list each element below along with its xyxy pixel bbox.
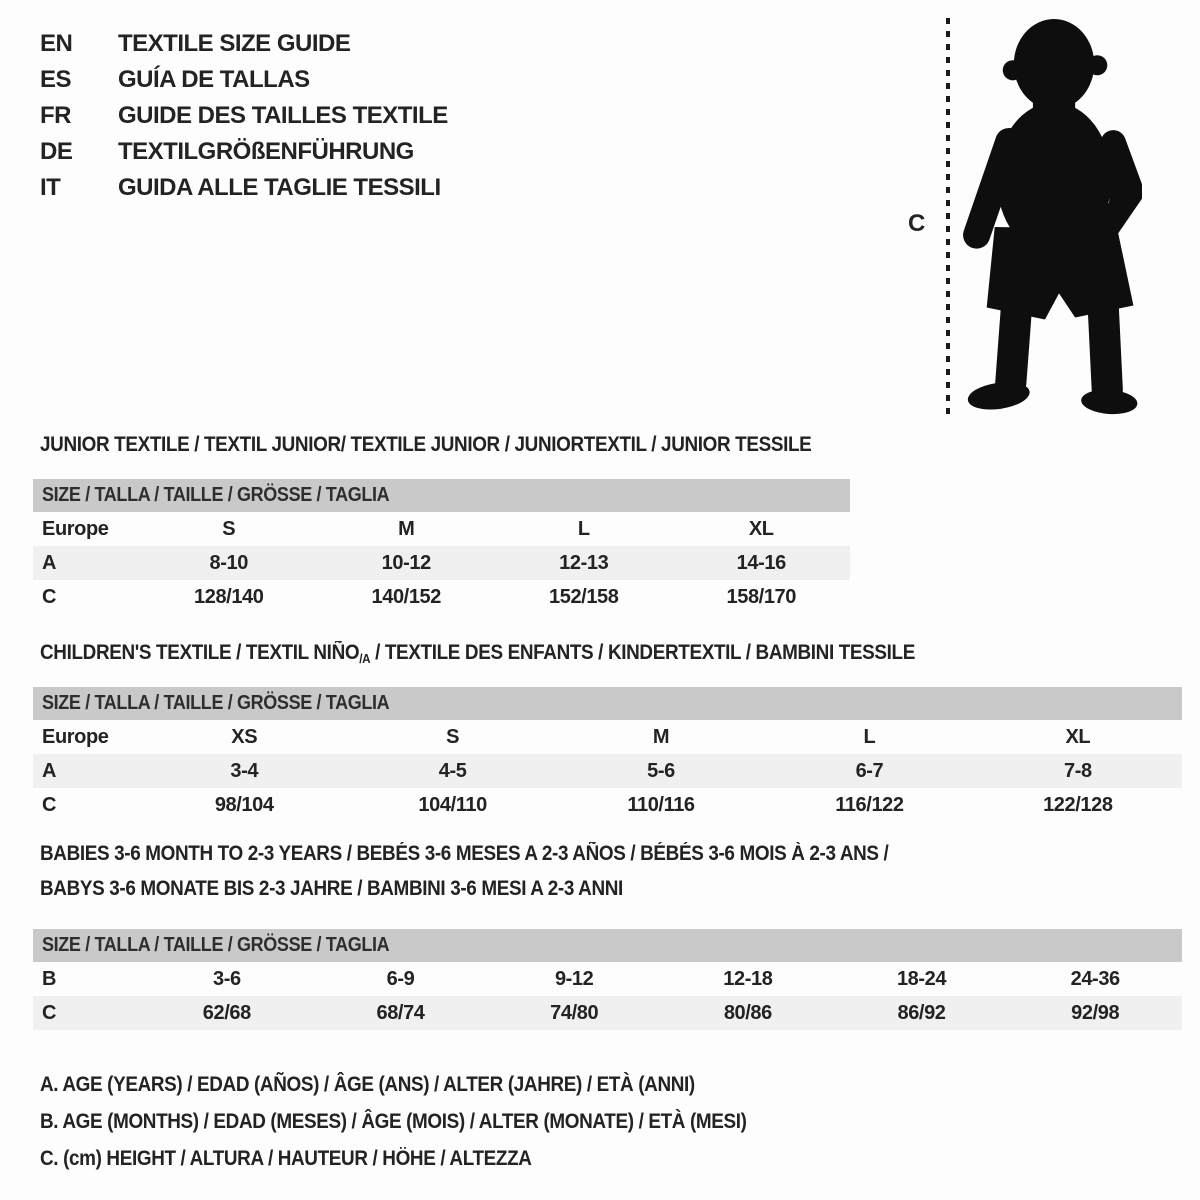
- cell-value: 110/116: [627, 793, 695, 816]
- cell-value: 6-9: [386, 967, 415, 990]
- language-title-list: [40, 26, 448, 206]
- cell-value: 104/110: [418, 793, 487, 816]
- junior-section-title: JUNIOR TEXTILE / TEXTIL JUNIOR/ TEXTILE JUNIOR / JUNIORTEXTIL / JUNIOR TESSILE: [40, 433, 812, 456]
- language-row-en: [40, 26, 448, 62]
- cell-value: 24-36: [1070, 967, 1120, 990]
- cell-value: 152/158: [549, 585, 619, 608]
- junior-size-table: [33, 479, 850, 614]
- row-label: Europe: [42, 725, 109, 748]
- cell-value: 80/86: [723, 1001, 772, 1024]
- cell-value: 10-12: [381, 551, 431, 574]
- cell-value: 98/104: [214, 793, 274, 816]
- cell-value: 86/92: [897, 1001, 946, 1024]
- cell-value: XS: [231, 725, 258, 748]
- language-row-es: [40, 62, 448, 98]
- guide-title-es: GUÍA DE TALLAS: [118, 66, 310, 93]
- children-size-table: [33, 687, 1182, 822]
- language-code: ES: [40, 66, 72, 93]
- cell-value: 116/122: [835, 793, 904, 816]
- cell-value: 12-13: [559, 551, 609, 574]
- cell-value: 68/74: [376, 1001, 425, 1024]
- size-header-label: SIZE / TALLA / TAILLE / GRÖSSE / TAGLIA: [42, 484, 390, 506]
- cell-value: 8-10: [209, 551, 248, 574]
- babies-section-title-line1: BABIES 3-6 MONTH TO 2-3 YEARS / BEBÉS 3-6 MESES A 2-3 AÑOS / BÉBÉS 3-6 MOIS À 2-3 ANS /: [40, 842, 889, 865]
- cell-value: 62/68: [202, 1001, 251, 1024]
- cell-value: 92/98: [1071, 1001, 1120, 1024]
- height-measure-label: C: [908, 210, 926, 237]
- guide-title-en: TEXTILE SIZE GUIDE: [118, 30, 351, 57]
- row-label: C: [42, 1001, 57, 1024]
- language-code: IT: [40, 174, 61, 201]
- cell-value: 14-16: [736, 551, 786, 574]
- cell-value: 158/170: [726, 585, 796, 608]
- legend-line-a: A. AGE (YEARS) / EDAD (AÑOS) / ÂGE (ANS) / ALTER (JAHRE) / ETÀ (ANNI): [40, 1073, 695, 1096]
- size-header-label: SIZE / TALLA / TAILLE / GRÖSSE / TAGLIA: [42, 934, 390, 956]
- table-row: [33, 754, 1182, 788]
- measurement-legend: [40, 1066, 825, 1177]
- guide-title-it: GUIDA ALLE TAGLIE TESSILI: [118, 174, 441, 201]
- cell-value: 6-7: [855, 759, 884, 782]
- row-label: A: [42, 551, 57, 574]
- cell-value: 140/152: [371, 585, 441, 608]
- children-title-pre: CHILDREN'S TEXTILE / TEXTIL NIÑO: [40, 641, 360, 664]
- cell-value: 128/140: [194, 585, 264, 608]
- language-code: FR: [40, 102, 71, 129]
- height-measure-dashed-line: [946, 18, 950, 416]
- cell-value: 9-12: [554, 967, 594, 990]
- cell-value: 18-24: [896, 967, 947, 990]
- toddler-silhouette-icon: [960, 16, 1142, 418]
- cell-value: XL: [748, 517, 774, 540]
- cell-value: M: [652, 725, 670, 748]
- language-code: EN: [40, 30, 73, 57]
- cell-value: S: [222, 517, 236, 540]
- babies-section-title-line2: BABYS 3-6 MONATE BIS 2-3 JAHRE / BAMBINI 3-6 MESI A 2-3 ANNI: [40, 877, 623, 900]
- cell-value: 5-6: [647, 759, 675, 782]
- children-title-post: / TEXTILE DES ENFANTS / KINDERTEXTIL / BAMBINI TESSILE: [370, 641, 915, 664]
- children-section-title: [40, 641, 915, 666]
- guide-title-de: TEXTILGRÖßENFÜHRUNG: [118, 138, 414, 165]
- cell-value: XL: [1065, 725, 1091, 748]
- table-row: [33, 546, 850, 580]
- language-row-it: [40, 170, 448, 206]
- table-row: [33, 580, 850, 614]
- cell-value: S: [446, 725, 460, 748]
- cell-value: 12-18: [723, 967, 773, 990]
- babies-size-table: [33, 929, 1182, 1030]
- children-table-header-bar: [33, 687, 1182, 720]
- row-label: C: [42, 793, 57, 816]
- legend-line-c: C. (cm) HEIGHT / ALTURA / HAUTEUR / HÖHE / ALTEZZA: [40, 1147, 532, 1170]
- table-row: [33, 788, 1182, 822]
- cell-value: 3-6: [212, 967, 241, 990]
- cell-value: 4-5: [438, 759, 467, 782]
- table-row: [33, 996, 1182, 1030]
- table-row: [33, 720, 1182, 754]
- table-row: [33, 962, 1182, 996]
- guide-title-fr: GUIDE DES TAILLES TEXTILE: [118, 102, 448, 129]
- table-row: [33, 512, 850, 546]
- language-code: DE: [40, 138, 73, 165]
- language-row-de: [40, 134, 448, 170]
- language-row-fr: [40, 98, 448, 134]
- children-title-sub: /A: [359, 651, 371, 666]
- junior-table-header-bar: [33, 479, 850, 512]
- cell-value: 7-8: [1063, 759, 1092, 782]
- cell-value: 122/128: [1043, 793, 1113, 816]
- row-label: A: [42, 759, 57, 782]
- row-label: C: [42, 585, 57, 608]
- size-header-label: SIZE / TALLA / TAILLE / GRÖSSE / TAGLIA: [42, 692, 390, 714]
- cell-value: 3-4: [230, 759, 259, 782]
- cell-value: 74/80: [550, 1001, 599, 1024]
- legend-line-b: B. AGE (MONTHS) / EDAD (MESES) / ÂGE (MOIS) / ALTER (MONATE) / ETÀ (MESI): [40, 1110, 747, 1133]
- cell-value: L: [577, 517, 590, 540]
- cell-value: L: [863, 725, 876, 748]
- row-label: Europe: [42, 517, 109, 540]
- cell-value: M: [398, 517, 415, 540]
- babies-table-header-bar: [33, 929, 1182, 962]
- row-label: B: [42, 967, 57, 990]
